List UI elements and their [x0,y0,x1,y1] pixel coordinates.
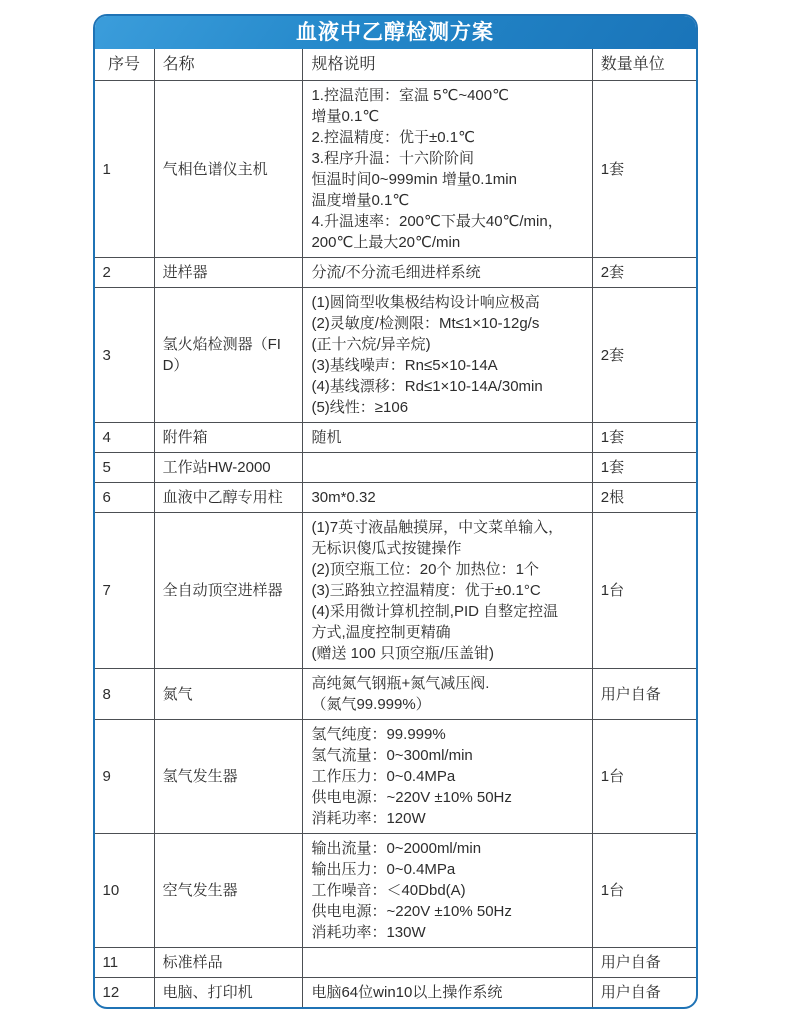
table-row [95,978,696,1008]
spec-line: 200℃上最大20℃/min [311,234,461,251]
spec-line: 氢气流量：0~300ml/min [311,747,473,764]
spec-line: 随机 [311,429,342,446]
spec-line: (3)基线噪声：Rn≤5×10-14A [311,357,498,374]
spec-line: 增量0.1℃ [311,108,380,125]
cell-quantity: 用户自备 [592,669,695,720]
spec-line: 工作噪音：＜40Dbd(A) [311,882,466,899]
cell-spec [303,258,592,288]
spec-line: 恒温时间0~999min 增量0.1min [311,171,517,188]
cell-row-number: 9 [95,720,155,834]
cell-quantity: 2根 [592,483,695,513]
cell-row-number: 11 [95,948,155,978]
spec-line: 输出流量：0~2000ml/min [311,840,482,857]
spec-line: 方式,温度控制更精确 [311,624,451,641]
cell-row-number: 5 [95,453,155,483]
cell-quantity: 1台 [592,720,695,834]
cell-row-number: 6 [95,483,155,513]
table-row [95,423,696,453]
spec-card [93,14,698,1009]
table-body [95,81,696,1008]
spec-line: 4.升温速率：200℃下最大40℃/min， [311,213,563,230]
table-row [95,258,696,288]
cell-quantity: 1套 [592,453,695,483]
spec-line: 30m*0.32 [311,489,376,506]
cell-item-name: 氢火焰检测器（FID） [154,288,303,423]
cell-quantity: 1台 [592,513,695,669]
spec-line: 供电电源：~220V ±10% 50Hz [311,903,512,920]
cell-quantity: 1套 [592,423,695,453]
cell-item-name: 附件箱 [154,423,303,453]
table-row [95,288,696,423]
spec-line: 1.控温范围：室温 5℃~400℃ [311,87,509,104]
spec-line: 分流/不分流毛细进样系统 [311,264,481,281]
column-header-no: 序号 [95,49,155,81]
spec-line: 电脑64位win10以上操作系统 [311,984,503,1001]
header-row [95,49,696,81]
cell-quantity: 1套 [592,81,695,258]
spec-line: （氮气99.999%） [311,696,431,713]
spec-line: (赠送 100 只顶空瓶/压盖钳) [311,645,494,662]
cell-quantity: 1台 [592,834,695,948]
spec-line: 无标识傻瓜式按键操作 [311,540,462,557]
spec-line: 2.控温精度：优于±0.1℃ [311,129,475,146]
cell-row-number: 7 [95,513,155,669]
cell-item-name: 氮气 [154,669,303,720]
spec-line: 供电电源：~220V ±10% 50Hz [311,789,512,806]
table-row [95,81,696,258]
cell-spec [303,423,592,453]
spec-line: (5)线性：≥106 [311,399,409,416]
cell-spec [303,81,592,258]
cell-row-number: 3 [95,288,155,423]
cell-spec [303,834,592,948]
cell-row-number: 4 [95,423,155,453]
table-row [95,948,696,978]
cell-item-name: 气相色谱仪主机 [154,81,303,258]
cell-spec [303,669,592,720]
table-row [95,483,696,513]
spec-line: 3.程序升温：十六阶阶间 [311,150,474,167]
spec-line: (1)圆筒型收集极结构设计响应极高 [311,294,540,311]
table-row [95,453,696,483]
spec-line: 消耗功率：120W [311,810,426,827]
cell-spec [303,513,592,669]
cell-item-name: 进样器 [154,258,303,288]
spec-line: (4)基线漂移：Rd≤1×10-14A/30min [311,378,543,395]
page-title: 血液中乙醇检测方案 [95,16,696,49]
cell-item-name: 血液中乙醇专用柱 [154,483,303,513]
cell-item-name: 工作站HW-2000 [154,453,303,483]
column-header-name: 名称 [154,49,303,81]
spec-line: 消耗功率：130W [311,924,426,941]
cell-row-number: 12 [95,978,155,1008]
cell-spec [303,978,592,1008]
spec-line: 工作压力：0~0.4MPa [311,768,456,785]
spec-line: (正十六烷/异辛烷) [311,336,431,353]
spec-line: (2)顶空瓶工位：20个 加热位：1个 [311,561,539,578]
cell-spec [303,288,592,423]
cell-quantity: 用户自备 [592,948,695,978]
table-row [95,669,696,720]
spec-line: 高纯氮气钢瓶+氮气减压阀. [311,675,490,692]
spec-line: 氢气纯度：99.999% [311,726,446,743]
spec-line: 输出压力：0~0.4MPa [311,861,456,878]
column-header-spec: 规格说明 [303,49,592,81]
cell-item-name: 电脑、打印机 [154,978,303,1008]
cell-item-name: 氢气发生器 [154,720,303,834]
cell-spec [303,453,592,483]
cell-quantity: 2套 [592,258,695,288]
cell-quantity: 用户自备 [592,978,695,1008]
table-row [95,720,696,834]
cell-item-name: 空气发生器 [154,834,303,948]
spec-line: 温度增量0.1℃ [311,192,410,209]
spec-line: (3)三路独立控温精度：优于±0.1°C [311,582,541,599]
cell-spec [303,720,592,834]
table-row [95,513,696,669]
spec-table [95,49,696,1007]
cell-spec [303,948,592,978]
cell-item-name: 标准样品 [154,948,303,978]
spec-line: (2)灵敏度/检测限：Mt≤1×10-12g/s [311,315,540,332]
column-header-qty: 数量单位 [592,49,695,81]
cell-row-number: 10 [95,834,155,948]
cell-spec [303,483,592,513]
cell-quantity: 2套 [592,288,695,423]
spec-line: (1)7英寸液晶触摸屏，中文菜单输入， [311,519,564,536]
cell-row-number: 8 [95,669,155,720]
cell-row-number: 1 [95,81,155,258]
cell-row-number: 2 [95,258,155,288]
cell-item-name: 全自动顶空进样器 [154,513,303,669]
table-row [95,834,696,948]
spec-line: (4)采用微计算机控制,PID 自整定控温 [311,603,559,620]
